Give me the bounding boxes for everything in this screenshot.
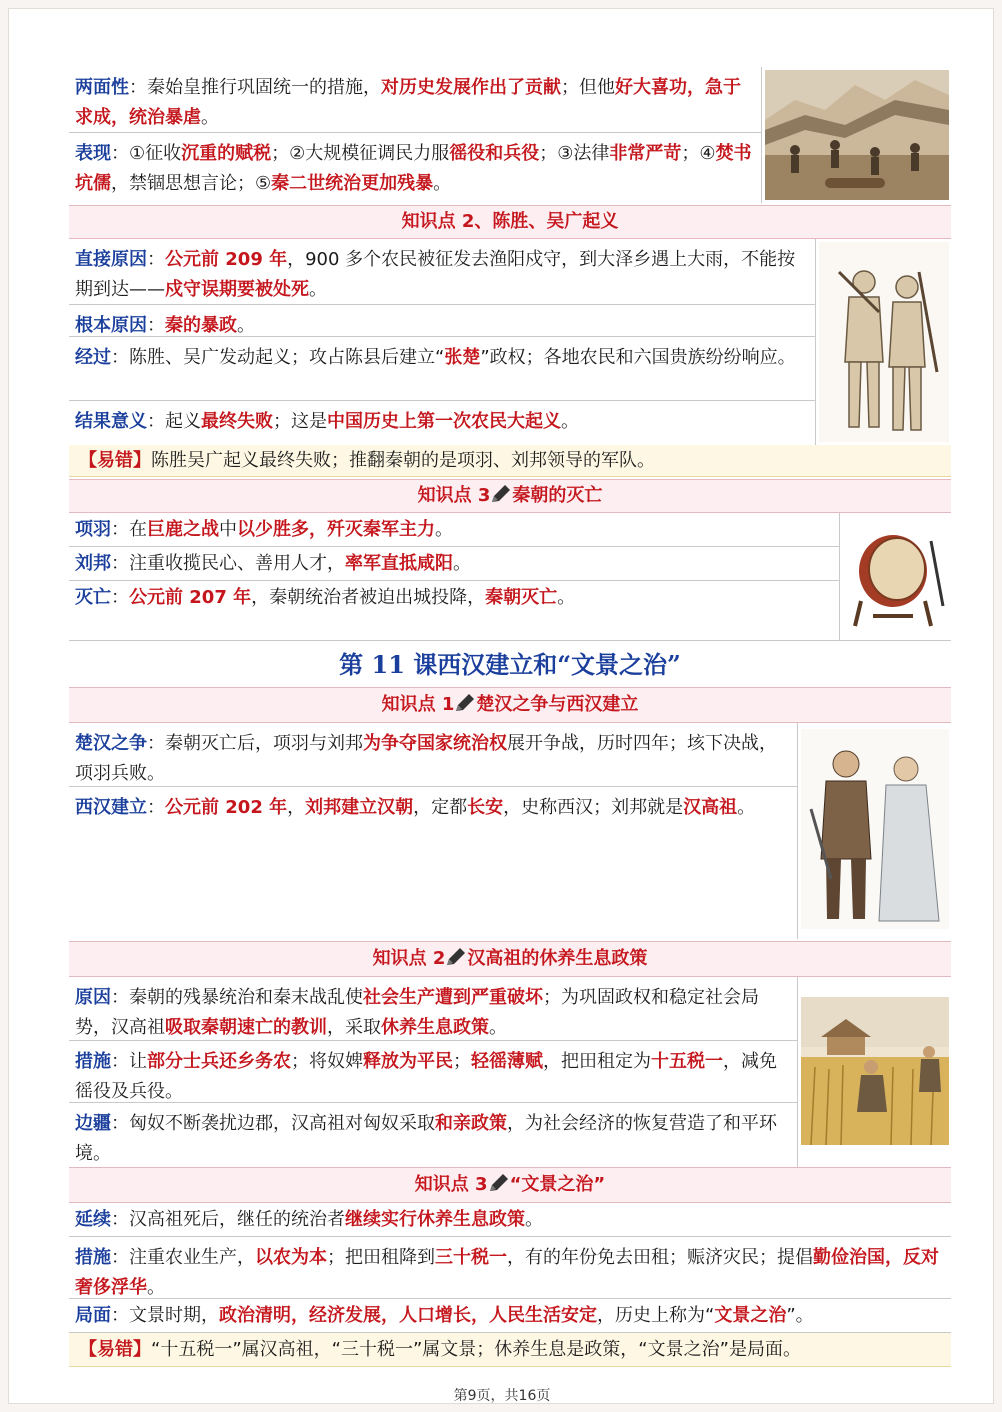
row-situation <box>69 1299 951 1333</box>
term-label: 楚汉之争 <box>75 733 147 754</box>
tip-label: 【易错】 <box>79 1339 151 1360</box>
text: 。 <box>489 1017 507 1038</box>
term-label: 灭亡 <box>75 587 111 608</box>
text: ： <box>147 315 165 336</box>
row-fall <box>69 581 839 641</box>
highlight: 部分士兵还乡务农 <box>147 1051 291 1072</box>
highlight: 徭役和兵役 <box>449 143 540 164</box>
text: 。 <box>561 411 579 432</box>
text: ， <box>287 797 306 818</box>
common-mistake-tip-2 <box>69 1333 951 1367</box>
row-two-sidedness <box>69 67 761 133</box>
xiang-yu-liu-bang-illustration <box>797 723 951 939</box>
text: ； <box>453 1051 471 1072</box>
section-number: 知识点 1 <box>381 694 455 715</box>
term-label: 项羽 <box>75 519 111 540</box>
text: ；把田租降到 <box>327 1247 435 1268</box>
text: ：秦朝灭亡后，项羽与刘邦 <box>147 733 363 754</box>
text: 。 <box>237 315 255 336</box>
text: ：文景时期， <box>111 1305 219 1326</box>
text: ”。 <box>786 1305 814 1326</box>
highlight: 刘邦建立汉朝 <box>305 797 414 818</box>
text: ，900 多个农民被征发去渔阳戍守，到大泽乡遇上大雨，不能按期到达—— <box>75 249 796 300</box>
text: ：匈奴不断袭扰边郡，汉高祖对匈奴采取 <box>111 1113 435 1134</box>
pencil-icon <box>490 483 512 503</box>
highlight: 巨鹿之战 <box>147 519 219 540</box>
great-wall-labor-illustration <box>761 67 951 203</box>
text: ；将奴婢 <box>291 1051 363 1072</box>
row-root-cause <box>69 305 815 337</box>
highlight: 政治清明，经济发展，人口增长，人民生活安定 <box>219 1305 597 1326</box>
pencil-icon <box>445 945 467 965</box>
highlight: 好大喜功，急于求成，统治暴虐 <box>75 77 741 128</box>
text: ：起义 <box>147 411 201 432</box>
row-western-han-founding <box>69 787 797 939</box>
text: ；为巩固政权和稳定社会局势，汉高祖 <box>75 987 759 1038</box>
section-title: 楚汉之争与西汉建立 <box>476 694 639 715</box>
term-label: 结果意义 <box>75 411 147 432</box>
text: ，为社会经济的恢复营造了和平环境。 <box>75 1113 777 1164</box>
text: ，秦朝统治者被迫出城投降， <box>251 587 486 608</box>
highlight: 戍守误期要被处死 <box>165 279 309 300</box>
tip-text: “十五税一”属汉高祖，“三十税一”属文景；休养生息是政策，“文景之治”是局面。 <box>151 1339 801 1360</box>
highlight: 以少胜多，歼灭秦军主力 <box>237 519 435 540</box>
text: 。 <box>525 1209 543 1230</box>
section-title: 汉高祖的休养生息政策 <box>467 948 648 969</box>
lesson-title <box>69 643 951 687</box>
section-header-l1 <box>69 687 951 723</box>
highlight: 秦朝灭亡 <box>485 587 558 608</box>
highlight: 焚书坑儒 <box>75 143 752 194</box>
row-continuation <box>69 1203 951 1237</box>
highlight: 秦的暴政 <box>165 315 237 336</box>
text: 。 <box>433 173 452 194</box>
row-manifestation <box>69 133 761 203</box>
highlight: 公元前 209 年 <box>165 249 288 270</box>
row-xiang-yu <box>69 513 839 547</box>
term-label: 原因 <box>75 987 111 1008</box>
highlight: 休养生息政策 <box>381 1017 489 1038</box>
section-header-kp2 <box>69 205 951 239</box>
tip-text: 陈胜吴广起义最终失败；推翻秦朝的是项羽、刘邦领导的军队。 <box>151 450 655 471</box>
highlight: 和亲政策 <box>435 1113 507 1134</box>
highlight: 张楚 <box>444 347 481 368</box>
text: 。 <box>309 279 327 300</box>
highlight: 社会生产遭到严重破坏 <box>363 987 543 1008</box>
text: ，把田租定为 <box>543 1051 651 1072</box>
term-label: 延续 <box>75 1209 111 1230</box>
text: ：汉高祖死后，继任的统治者 <box>111 1209 345 1230</box>
text: ，采取 <box>327 1017 381 1038</box>
section-title: 知识点 2、陈胜、吴广起义 <box>401 211 619 232</box>
section-header-l2 <box>69 941 951 977</box>
highlight: 十五税一 <box>651 1051 723 1072</box>
highlight: 轻徭薄赋 <box>471 1051 543 1072</box>
term-label: 经过 <box>75 347 111 368</box>
highlight: 长安 <box>467 797 504 818</box>
text: ，史称西汉；刘邦就是 <box>503 797 684 818</box>
text: ，禁锢思想言论；⑤ <box>111 173 272 194</box>
section-number: 知识点 3 <box>417 485 491 506</box>
document-page <box>8 8 994 1404</box>
highlight: 汉高祖 <box>683 797 738 818</box>
highlight: 公元前 202 年 <box>165 797 288 818</box>
term-label: 两面性 <box>75 77 129 98</box>
section-number: 知识点 2 <box>372 948 446 969</box>
highlight: 沉重的赋税 <box>181 143 272 164</box>
text: ：秦朝的残暴统治和秦末战乱使 <box>111 987 363 1008</box>
text: ：陈胜、吴广发动起义；攻占陈县后建立“ <box>111 347 445 368</box>
row-chu-han-contention <box>69 723 797 787</box>
row-measures-wenjing <box>69 1237 951 1299</box>
term-label: 西汉建立 <box>75 797 147 818</box>
section-title: “文景之治” <box>509 1174 606 1195</box>
row-reason <box>69 977 797 1041</box>
highlight: 文景之治 <box>714 1305 787 1326</box>
term-label: 表现 <box>75 143 111 164</box>
text: ： <box>147 249 165 270</box>
text: ：注重农业生产， <box>111 1247 255 1268</box>
text: 。 <box>737 797 756 818</box>
text: ：让 <box>111 1051 147 1072</box>
highlight: 公元前 207 年 <box>129 587 252 608</box>
text: ；④ <box>681 143 716 164</box>
highlight: 中国历史上第一次农民大起义 <box>327 411 561 432</box>
highlight: 最终失败 <box>201 411 273 432</box>
row-process <box>69 337 815 401</box>
highlight: 三十税一 <box>435 1247 507 1268</box>
term-label: 刘邦 <box>75 553 111 574</box>
text: ，有的年份免去田租；赈济灾民；提倡 <box>507 1247 813 1268</box>
term-label: 边疆 <box>75 1113 111 1134</box>
highlight: 秦二世统治更加残暴 <box>271 173 434 194</box>
text: ”政权；各地农民和六国贵族纷纷响应。 <box>480 347 796 368</box>
text: ；②大规模征调民力服 <box>271 143 450 164</box>
text: ，定都 <box>413 797 468 818</box>
highlight: 率军直抵咸阳 <box>345 553 453 574</box>
row-result <box>69 401 815 445</box>
highlight: 为争夺国家统治权 <box>363 733 507 754</box>
row-liu-bang <box>69 547 839 581</box>
text: ，减免徭役及兵役。 <box>75 1051 777 1102</box>
text: 中 <box>219 519 237 540</box>
farming-harvest-illustration <box>797 977 951 1167</box>
section-header-kp3 <box>69 479 951 513</box>
row-measures-gaozu <box>69 1041 797 1103</box>
term-label: 直接原因 <box>75 249 147 270</box>
page-footer <box>9 1385 995 1405</box>
highlight: 以农为本 <box>255 1247 327 1268</box>
text: 。 <box>435 519 453 540</box>
term-label: 局面 <box>75 1305 111 1326</box>
text: 。 <box>557 587 576 608</box>
text: 展开争战，历时四年；垓下决战，项羽兵败。 <box>75 733 777 784</box>
row-direct-cause <box>69 239 815 305</box>
pencil-icon <box>454 691 476 711</box>
term-label: 措施 <box>75 1247 111 1268</box>
section-title: 秦朝的灭亡 <box>512 485 603 506</box>
text: ：①征收 <box>111 143 182 164</box>
text: ：在 <box>111 519 147 540</box>
term-label: 措施 <box>75 1051 111 1072</box>
text: ；③法律 <box>539 143 610 164</box>
page-number: 第9页，共16页 <box>453 1388 551 1404</box>
highlight: 释放为平民 <box>363 1051 453 1072</box>
text: ： <box>111 587 129 608</box>
row-frontier <box>69 1103 797 1167</box>
lesson-title-text: 第 11 课西汉建立和“文景之治” <box>339 650 681 679</box>
section-header-l3 <box>69 1167 951 1203</box>
highlight: 吸取秦朝速亡的教训 <box>165 1017 327 1038</box>
text: ；但他 <box>561 77 615 98</box>
highlight: 勤俭治国，反对奢侈浮华 <box>75 1247 939 1298</box>
text: ：注重收揽民心、善用人才， <box>111 553 345 574</box>
highlight: 非常严苛 <box>609 143 682 164</box>
text: ；这是 <box>273 411 327 432</box>
term-label: 根本原因 <box>75 315 147 336</box>
peasant-rebels-illustration <box>815 239 951 445</box>
text: ：秦始皇推行巩固统一的措施， <box>129 77 381 98</box>
text: ，历史上称为“ <box>597 1305 715 1326</box>
war-drum-illustration <box>839 513 951 641</box>
text: ： <box>147 797 165 818</box>
text: 。 <box>147 1277 165 1298</box>
highlight: 对历史发展作出了贡献 <box>381 77 561 98</box>
text: 。 <box>201 107 219 128</box>
highlight: 继续实行休养生息政策 <box>345 1209 525 1230</box>
tip-label: 【易错】 <box>79 450 151 471</box>
section-number: 知识点 3 <box>414 1174 488 1195</box>
pencil-icon <box>488 1171 510 1191</box>
common-mistake-tip-1 <box>69 445 951 477</box>
text: 。 <box>453 553 471 574</box>
